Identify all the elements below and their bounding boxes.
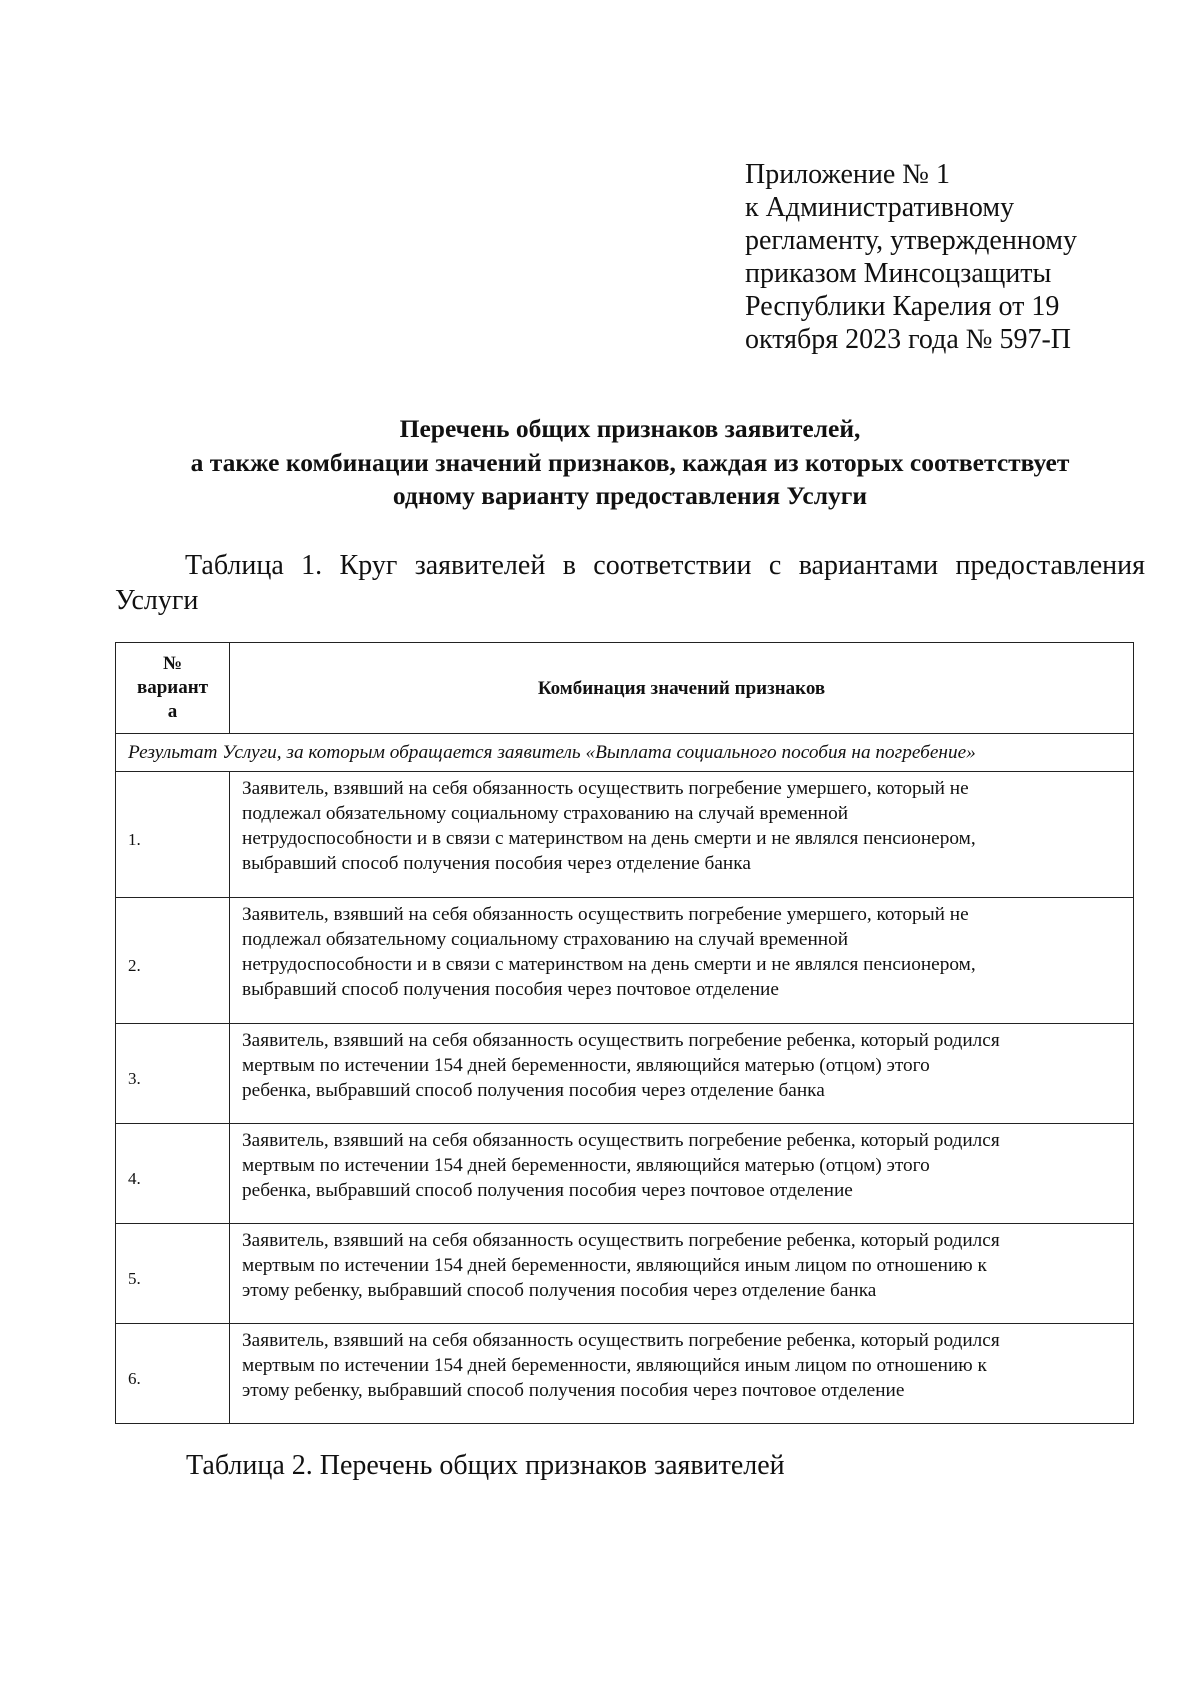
variant-number: 6.	[116, 1324, 230, 1424]
table1-caption: Таблица 1. Круг заявителей в соответствии с вариантами предоставления Услуги	[115, 550, 1145, 616]
appendix-block	[745, 158, 1165, 356]
applicants-table	[115, 642, 1134, 1424]
variant-number: 2.	[116, 898, 230, 1024]
appendix-line: Приложение № 1	[745, 159, 950, 190]
table-header-row	[116, 643, 1134, 734]
result-row	[116, 734, 1134, 772]
table2-caption: Таблица 2. Перечень общих признаков заявителей	[186, 1450, 785, 1481]
appendix-line: октября 2023 года № 597-П	[745, 324, 1072, 355]
title-line: а также комбинации значений признаков, каждая из которых соответствует	[190, 447, 1070, 477]
variant-description: Заявитель, взявший на себя обязанность осуществить погребение ребенка, который родился мертвым по истечении 154 дней беременности, являющийся иным лицом по отношению к этому ребенку, выбравший способ получения пособия через отделение банка	[230, 1224, 1134, 1324]
variant-number: 1.	[116, 772, 230, 898]
table-row	[116, 1124, 1134, 1224]
table-row	[116, 1324, 1134, 1424]
table-row	[116, 898, 1134, 1024]
table-row	[116, 1224, 1134, 1324]
variant-description: Заявитель, взявший на себя обязанность осуществить погребение ребенка, который родился мертвым по истечении 154 дней беременности, являющийся иным лицом по отношению к этому ребенку, выбравший способ получения пособия через почтовое отделение	[230, 1324, 1134, 1424]
document-title	[110, 412, 1150, 513]
variant-number: 4.	[116, 1124, 230, 1224]
header-variant-number: № вариант а	[116, 643, 230, 734]
appendix-line: Республики Карелия от 19	[745, 291, 1060, 322]
variant-description: Заявитель, взявший на себя обязанность осуществить погребение умершего, который не подлежал обязательному социальному страхованию на случай временной нетрудоспособности и в связи с материнством на день смерти и не являлся пенсионером, выбравший способ получения пособия через почтовое отделение	[230, 898, 1134, 1024]
appendix-line: к Административному	[745, 192, 1015, 223]
variant-number: 3.	[116, 1024, 230, 1124]
table-row	[116, 772, 1134, 898]
table-row	[116, 1024, 1134, 1124]
variant-description: Заявитель, взявший на себя обязанность осуществить погребение умершего, который не подлежал обязательному социальному страхованию на случай временной нетрудоспособности и в связи с материнством на день смерти и не являлся пенсионером, выбравший способ получения пособия через отделение банка	[230, 772, 1134, 898]
variant-description: Заявитель, взявший на себя обязанность осуществить погребение ребенка, который родился мертвым по истечении 154 дней беременности, являющийся матерью (отцом) этого ребенка, выбравший способ получения пособия через почтовое отделение	[230, 1124, 1134, 1224]
title-line: Перечень общих признаков заявителей,	[399, 414, 861, 443]
variant-description: Заявитель, взявший на себя обязанность осуществить погребение ребенка, который родился мертвым по истечении 154 дней беременности, являющийся матерью (отцом) этого ребенка, выбравший способ получения пособия через отделение банка	[230, 1024, 1134, 1124]
result-text: Результат Услуги, за которым обращается заявитель «Выплата социального пособия на погребение»	[116, 734, 1134, 772]
appendix-line: приказом Минсоцзащиты	[745, 258, 1052, 289]
appendix-line: регламенту, утвержденному	[745, 225, 1077, 256]
title-line: одному варианту предоставления Услуги	[392, 481, 868, 510]
header-combination: Комбинация значений признаков	[230, 643, 1134, 734]
variant-number: 5.	[116, 1224, 230, 1324]
